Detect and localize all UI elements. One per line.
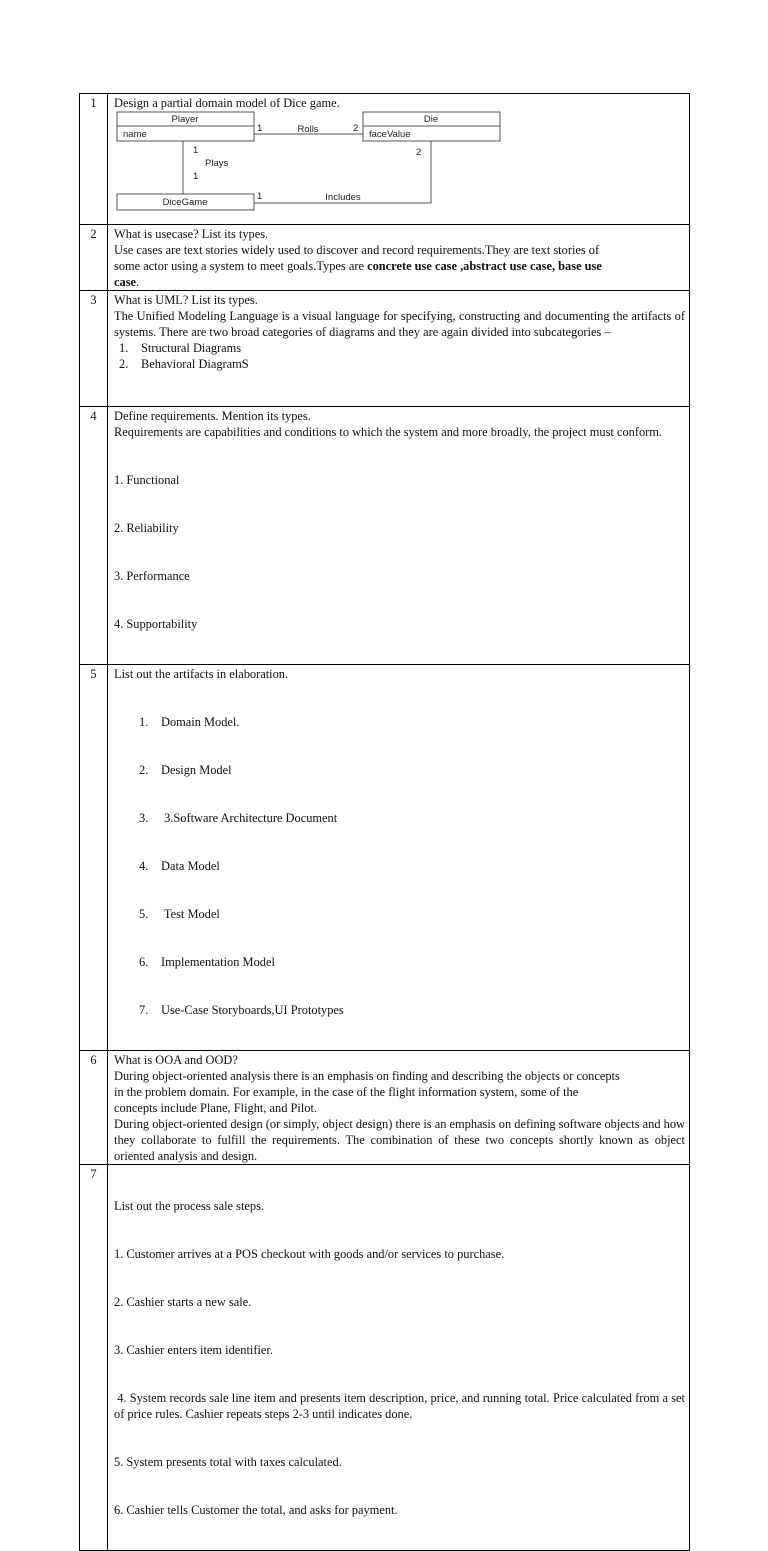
answer: The Unified Modeling Language is a visual language for specifying, constructing and documenting the artifacts of systems. There are two broad categories of diagrams and they are again divided into subcategories – — [114, 309, 685, 339]
list-number: 2. — [119, 357, 129, 371]
artifacts-list — [114, 682, 685, 1050]
list-text: Structural Diagrams — [141, 341, 242, 355]
table-row — [80, 225, 690, 291]
list-number: 6. — [139, 955, 149, 969]
association-label: Includes — [325, 192, 361, 203]
table-row — [80, 1051, 690, 1165]
list-item — [114, 356, 685, 372]
row-number: 4 — [80, 407, 108, 665]
step: 4. System records sale line item and presents item description, price, and running total. Price calculated from a set of price rules. Cashier repeats steps 2-3 until indicates done. — [114, 1391, 689, 1421]
list-number: 5. — [139, 907, 149, 921]
question: What is UML? List its types. — [114, 293, 258, 307]
list-item: 2. Reliability — [114, 521, 179, 535]
row-content — [108, 291, 690, 407]
row-content — [108, 1165, 690, 1551]
list-item — [114, 858, 685, 874]
table-row — [80, 665, 690, 1051]
list-item — [114, 714, 685, 730]
list-item — [114, 1002, 685, 1018]
table-row — [80, 407, 690, 665]
row-number: 5 — [80, 665, 108, 1051]
answer-line: Use cases are text stories widely used to discover and record requirements.They are text stories of — [114, 243, 600, 257]
list-item — [114, 340, 685, 356]
class-name: Die — [423, 114, 439, 125]
multiplicity: 1 — [193, 171, 199, 182]
multiplicity: 2 — [416, 147, 422, 158]
qa-table — [79, 93, 690, 1551]
list-text: 3.Software Architecture Document — [161, 811, 338, 825]
answer-line — [114, 258, 685, 274]
list-text: Data Model — [161, 859, 220, 873]
question: What is OOA and OOD? — [114, 1053, 238, 1067]
row-content — [108, 407, 690, 665]
domain-model-diagram — [113, 111, 513, 211]
class-attribute: name — [123, 129, 147, 140]
row-number: 6 — [80, 1051, 108, 1165]
list-number: 1. — [139, 715, 149, 729]
usecase-types: concrete use case ,abstract use case, base use — [367, 259, 602, 273]
list-number: 1. — [119, 341, 129, 355]
row-number: 1 — [80, 94, 108, 225]
list-text: Domain Model. — [161, 715, 240, 729]
answer-line — [114, 274, 685, 290]
list-item — [114, 954, 685, 970]
question: List out the process sale steps. — [114, 1199, 265, 1213]
table-row — [80, 1165, 690, 1551]
answer-line: concepts include Plane, Flight, and Pilot. — [114, 1101, 318, 1115]
list-item: 4. Supportability — [114, 617, 198, 631]
requirement-types-list — [114, 440, 685, 664]
step: 6. Cashier tells Customer the total, and asks for payment. — [114, 1503, 398, 1517]
row-number: 7 — [80, 1165, 108, 1551]
row-number: 3 — [80, 291, 108, 407]
association-label: Rolls — [297, 124, 319, 135]
list-number: 4. — [139, 859, 149, 873]
punctuation: . — [136, 275, 140, 289]
list-text: Behavioral DiagramS — [141, 357, 249, 371]
list-item: 1. Functional — [114, 473, 180, 487]
list-text: Design Model — [161, 763, 232, 777]
association-label: Plays — [205, 158, 229, 169]
answer-line: in the problem domain. For example, in the case of the flight information system, some of the — [114, 1085, 579, 1099]
multiplicity: 1 — [257, 123, 263, 134]
diagram-types-list — [114, 340, 685, 372]
row-content — [108, 665, 690, 1051]
row-number: 2 — [80, 225, 108, 291]
list-item: 3. Performance — [114, 569, 190, 583]
step: 2. Cashier starts a new sale. — [114, 1295, 252, 1309]
question: Design a partial domain model of Dice game. — [114, 96, 340, 110]
class-name: Player — [171, 114, 199, 125]
usecase-types-tail: case — [114, 275, 137, 289]
row-content — [108, 225, 690, 291]
answer: During object-oriented design (or simply, object design) there is an emphasis on defining software objects and how they collaborate to fulfill the requirements. The combination of these two concepts shortly known as object oriented analysis and design. — [114, 1117, 685, 1163]
multiplicity: 1 — [193, 145, 199, 156]
answer: Requirements are capabilities and conditions to which the system and more broadly, the project must conform. — [114, 425, 663, 439]
list-text: Test Model — [161, 907, 220, 921]
question: List out the artifacts in elaboration. — [114, 667, 289, 681]
answer-line: During object-oriented analysis there is an emphasis on finding and describing the objects or concepts — [114, 1069, 620, 1083]
list-number: 7. — [139, 1003, 149, 1017]
list-item — [114, 906, 685, 922]
list-number: 3. — [139, 811, 149, 825]
multiplicity: 2 — [353, 123, 359, 134]
table-row — [80, 94, 690, 225]
step: 5. System presents total with taxes calculated. — [114, 1455, 342, 1469]
list-text: Use-Case Storyboards,UI Prototypes — [161, 1003, 344, 1017]
list-number: 2. — [139, 763, 149, 777]
answer-text: some actor using a system to meet goals.Types are — [114, 259, 368, 273]
question: What is usecase? List its types. — [114, 227, 269, 241]
step: 1. Customer arrives at a POS checkout with goods and/or services to purchase. — [114, 1247, 505, 1261]
question: Define requirements. Mention its types. — [114, 409, 311, 423]
multiplicity: 1 — [257, 191, 263, 202]
row-content — [108, 1051, 690, 1165]
list-item — [114, 810, 685, 826]
list-item — [114, 762, 685, 778]
step: 3. Cashier enters item identifier. — [114, 1343, 273, 1357]
list-text: Implementation Model — [161, 955, 275, 969]
class-name: DiceGame — [162, 197, 208, 208]
table-row — [80, 291, 690, 407]
row-content — [108, 94, 690, 225]
class-attribute: faceValue — [369, 129, 411, 140]
